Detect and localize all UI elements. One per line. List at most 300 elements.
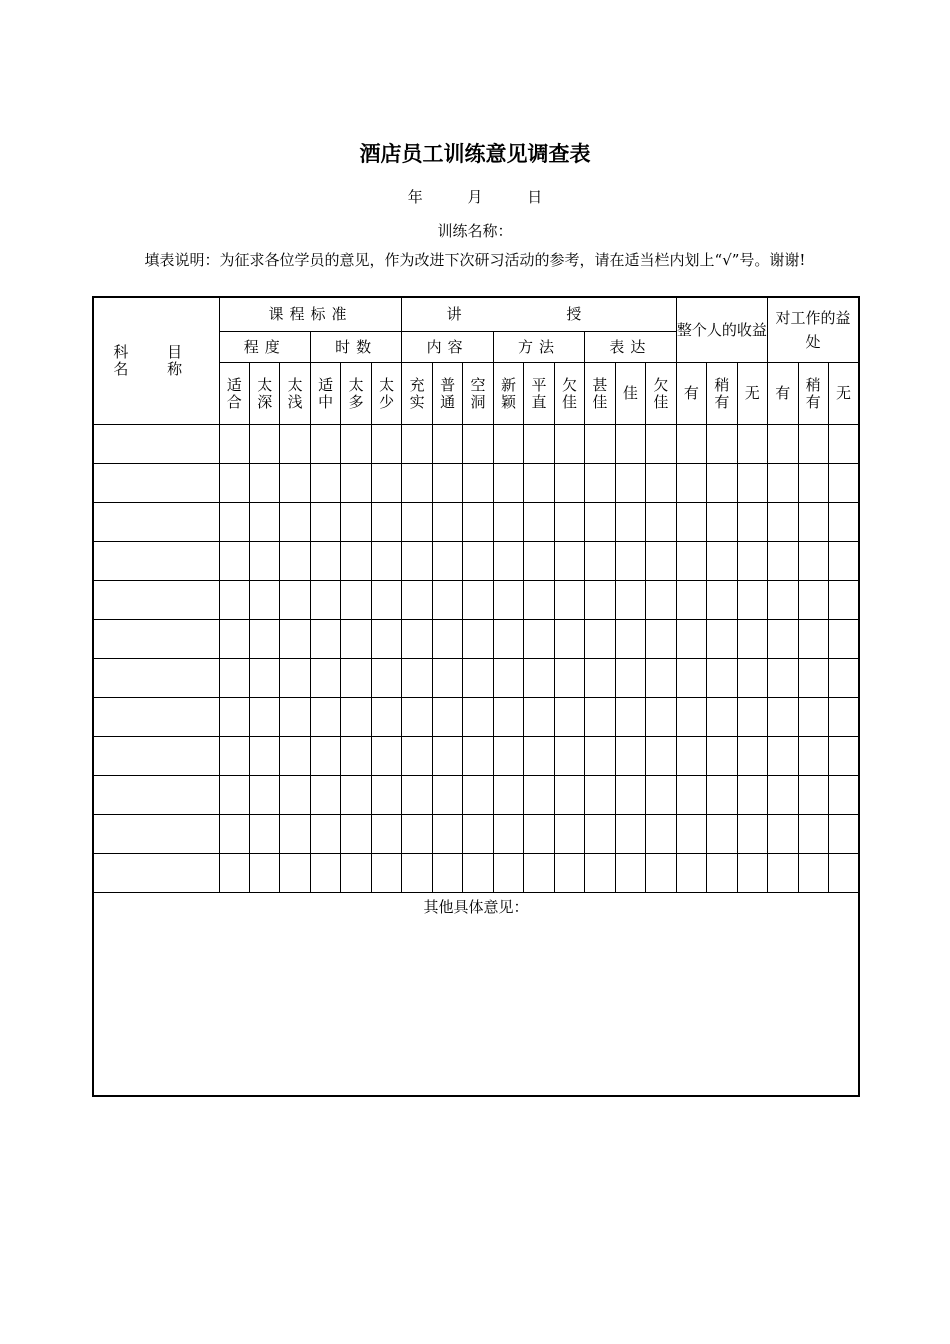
- rating-option-header: 无: [829, 363, 859, 425]
- rating-check-cell[interactable]: [219, 620, 249, 659]
- rating-check-cell[interactable]: [585, 425, 615, 464]
- rating-check-cell[interactable]: [554, 620, 584, 659]
- rating-check-cell[interactable]: [219, 581, 249, 620]
- rating-check-cell[interactable]: [829, 815, 859, 854]
- rating-check-cell[interactable]: [829, 425, 859, 464]
- rating-check-cell[interactable]: [676, 425, 706, 464]
- rating-check-cell[interactable]: [249, 425, 279, 464]
- rating-check-cell[interactable]: [432, 815, 462, 854]
- rating-check-cell[interactable]: [493, 698, 523, 737]
- rating-check-cell[interactable]: [646, 425, 676, 464]
- rating-check-cell[interactable]: [249, 659, 279, 698]
- rating-check-cell[interactable]: [371, 503, 402, 542]
- rating-check-cell[interactable]: [585, 503, 615, 542]
- rating-check-cell[interactable]: [737, 503, 768, 542]
- rating-check-cell[interactable]: [646, 659, 676, 698]
- rating-check-cell[interactable]: [463, 620, 493, 659]
- rating-check-cell[interactable]: [768, 659, 798, 698]
- rating-check-cell[interactable]: [829, 659, 859, 698]
- rating-check-cell[interactable]: [402, 815, 432, 854]
- rating-check-cell[interactable]: [646, 503, 676, 542]
- rating-check-cell[interactable]: [280, 737, 310, 776]
- rating-check-cell[interactable]: [646, 854, 676, 893]
- rating-check-cell[interactable]: [707, 659, 737, 698]
- rating-check-cell[interactable]: [310, 698, 340, 737]
- rating-check-cell[interactable]: [219, 776, 249, 815]
- rating-check-cell[interactable]: [585, 815, 615, 854]
- rating-check-cell[interactable]: [463, 698, 493, 737]
- rating-check-cell[interactable]: [371, 698, 402, 737]
- rating-check-cell[interactable]: [463, 737, 493, 776]
- rating-check-cell[interactable]: [280, 659, 310, 698]
- rating-check-cell[interactable]: [615, 776, 645, 815]
- rating-check-cell[interactable]: [737, 854, 768, 893]
- rating-check-cell[interactable]: [463, 425, 493, 464]
- rating-check-cell[interactable]: [554, 581, 584, 620]
- rating-check-cell[interactable]: [219, 425, 249, 464]
- rating-check-cell[interactable]: [341, 581, 371, 620]
- rating-check-cell[interactable]: [615, 542, 645, 581]
- rating-check-cell[interactable]: [646, 464, 676, 503]
- rating-check-cell[interactable]: [585, 464, 615, 503]
- personal-gain-header: 整个人的收益: [676, 297, 767, 363]
- subject-name-cell[interactable]: [93, 581, 219, 620]
- rating-check-cell[interactable]: [554, 659, 584, 698]
- rating-check-cell[interactable]: [219, 698, 249, 737]
- rating-check-cell[interactable]: [798, 503, 828, 542]
- rating-check-cell[interactable]: [829, 581, 859, 620]
- rating-check-cell[interactable]: [615, 698, 645, 737]
- rating-check-cell[interactable]: [341, 815, 371, 854]
- rating-check-cell[interactable]: [737, 542, 768, 581]
- rating-check-cell[interactable]: [219, 542, 249, 581]
- rating-check-cell[interactable]: [524, 659, 554, 698]
- rating-check-cell[interactable]: [249, 815, 279, 854]
- rating-check-cell[interactable]: [768, 815, 798, 854]
- rating-check-cell[interactable]: [707, 854, 737, 893]
- rating-check-cell[interactable]: [737, 698, 768, 737]
- subject-name-cell[interactable]: [93, 464, 219, 503]
- rating-option-header: 空洞: [463, 363, 493, 425]
- rating-check-cell[interactable]: [493, 503, 523, 542]
- rating-option-header: 新颖: [493, 363, 523, 425]
- rating-check-cell[interactable]: [341, 659, 371, 698]
- rating-check-cell[interactable]: [829, 854, 859, 893]
- rating-check-cell[interactable]: [524, 815, 554, 854]
- rating-check-cell[interactable]: [829, 737, 859, 776]
- rating-check-cell[interactable]: [371, 542, 402, 581]
- work-benefit-header: 对工作的益处: [768, 297, 859, 363]
- rating-check-cell[interactable]: [524, 698, 554, 737]
- rating-check-cell[interactable]: [493, 776, 523, 815]
- rating-check-cell[interactable]: [768, 464, 798, 503]
- rating-check-cell[interactable]: [615, 581, 645, 620]
- subject-name-cell[interactable]: [93, 659, 219, 698]
- rating-check-cell[interactable]: [310, 737, 340, 776]
- rating-check-cell[interactable]: [737, 776, 768, 815]
- rating-check-cell[interactable]: [676, 659, 706, 698]
- rating-check-cell[interactable]: [432, 542, 462, 581]
- rating-check-cell[interactable]: [402, 464, 432, 503]
- date-line: [0, 186, 950, 207]
- rating-check-cell[interactable]: [249, 620, 279, 659]
- rating-check-cell[interactable]: [219, 815, 249, 854]
- rating-check-cell[interactable]: [493, 815, 523, 854]
- rating-check-cell[interactable]: [280, 776, 310, 815]
- rating-check-cell[interactable]: [402, 620, 432, 659]
- rating-check-cell[interactable]: [676, 776, 706, 815]
- rating-check-cell[interactable]: [615, 737, 645, 776]
- rating-check-cell[interactable]: [524, 737, 554, 776]
- rating-option-header: 有: [768, 363, 798, 425]
- rating-check-cell[interactable]: [737, 581, 768, 620]
- expression-header: 表达: [585, 332, 676, 363]
- rating-check-cell[interactable]: [371, 464, 402, 503]
- rating-check-cell[interactable]: [341, 776, 371, 815]
- rating-check-cell[interactable]: [768, 698, 798, 737]
- rating-check-cell[interactable]: [768, 737, 798, 776]
- rating-check-cell[interactable]: [676, 854, 706, 893]
- subject-name-cell[interactable]: [93, 425, 219, 464]
- rating-check-cell[interactable]: [676, 542, 706, 581]
- rating-check-cell[interactable]: [829, 464, 859, 503]
- rating-check-cell[interactable]: [341, 503, 371, 542]
- rating-check-cell[interactable]: [402, 659, 432, 698]
- rating-check-cell[interactable]: [341, 464, 371, 503]
- rating-check-cell[interactable]: [341, 698, 371, 737]
- rating-check-cell[interactable]: [524, 620, 554, 659]
- rating-check-cell[interactable]: [615, 620, 645, 659]
- rating-check-cell[interactable]: [280, 425, 310, 464]
- rating-check-cell[interactable]: [798, 737, 828, 776]
- rating-check-cell[interactable]: [829, 776, 859, 815]
- rating-check-cell[interactable]: [676, 503, 706, 542]
- rating-check-cell[interactable]: [646, 542, 676, 581]
- rating-check-cell[interactable]: [432, 698, 462, 737]
- rating-check-cell[interactable]: [798, 659, 828, 698]
- rating-check-cell[interactable]: [707, 620, 737, 659]
- rating-check-cell[interactable]: [493, 425, 523, 464]
- rating-check-cell[interactable]: [768, 854, 798, 893]
- rating-check-cell[interactable]: [432, 581, 462, 620]
- rating-check-cell[interactable]: [402, 581, 432, 620]
- rating-check-cell[interactable]: [646, 737, 676, 776]
- rating-check-cell[interactable]: [585, 776, 615, 815]
- rating-check-cell[interactable]: [463, 542, 493, 581]
- rating-check-cell[interactable]: [219, 854, 249, 893]
- rating-check-cell[interactable]: [707, 737, 737, 776]
- rating-option-header: 无: [737, 363, 768, 425]
- rating-check-cell[interactable]: [524, 854, 554, 893]
- rating-check-cell[interactable]: [798, 620, 828, 659]
- rating-check-cell[interactable]: [280, 503, 310, 542]
- rating-check-cell[interactable]: [463, 659, 493, 698]
- rating-check-cell[interactable]: [402, 425, 432, 464]
- rating-check-cell[interactable]: [310, 776, 340, 815]
- rating-check-cell[interactable]: [615, 503, 645, 542]
- rating-check-cell[interactable]: [646, 698, 676, 737]
- rating-check-cell[interactable]: [768, 542, 798, 581]
- rating-check-cell[interactable]: [310, 425, 340, 464]
- rating-check-cell[interactable]: [432, 464, 462, 503]
- rating-check-cell[interactable]: [737, 464, 768, 503]
- rating-check-cell[interactable]: [646, 776, 676, 815]
- rating-check-cell[interactable]: [524, 542, 554, 581]
- rating-check-cell[interactable]: [798, 464, 828, 503]
- content-header: 内容: [402, 332, 493, 363]
- rating-check-cell[interactable]: [432, 776, 462, 815]
- rating-check-cell[interactable]: [341, 425, 371, 464]
- rating-option-header: 普通: [432, 363, 462, 425]
- rating-check-cell[interactable]: [249, 854, 279, 893]
- rating-check-cell[interactable]: [463, 503, 493, 542]
- table-row: [93, 776, 859, 815]
- subject-name-cell[interactable]: [93, 815, 219, 854]
- rating-check-cell[interactable]: [554, 464, 584, 503]
- rating-check-cell[interactable]: [280, 620, 310, 659]
- rating-check-cell[interactable]: [371, 854, 402, 893]
- rating-check-cell[interactable]: [280, 542, 310, 581]
- rating-check-cell[interactable]: [554, 542, 584, 581]
- rating-check-cell[interactable]: [798, 698, 828, 737]
- subject-name-cell[interactable]: [93, 698, 219, 737]
- rating-check-cell[interactable]: [371, 776, 402, 815]
- rating-check-cell[interactable]: [341, 542, 371, 581]
- rating-check-cell[interactable]: [249, 581, 279, 620]
- rating-check-cell[interactable]: [371, 620, 402, 659]
- rating-check-cell[interactable]: [737, 620, 768, 659]
- rating-check-cell[interactable]: [493, 620, 523, 659]
- rating-check-cell[interactable]: [371, 737, 402, 776]
- rating-check-cell[interactable]: [432, 659, 462, 698]
- rating-check-cell[interactable]: [280, 854, 310, 893]
- rating-check-cell[interactable]: [280, 815, 310, 854]
- rating-check-cell[interactable]: [676, 698, 706, 737]
- rating-check-cell[interactable]: [219, 737, 249, 776]
- rating-check-cell[interactable]: [310, 581, 340, 620]
- rating-check-cell[interactable]: [402, 503, 432, 542]
- rating-check-cell[interactable]: [585, 737, 615, 776]
- rating-check-cell[interactable]: [371, 581, 402, 620]
- rating-check-cell[interactable]: [615, 854, 645, 893]
- rating-check-cell[interactable]: [463, 815, 493, 854]
- rating-option-header: 太少: [371, 363, 402, 425]
- table-row: [93, 620, 859, 659]
- rating-check-cell[interactable]: [585, 698, 615, 737]
- rating-check-cell[interactable]: [310, 503, 340, 542]
- rating-check-cell[interactable]: [554, 815, 584, 854]
- rating-check-cell[interactable]: [768, 503, 798, 542]
- rating-option-header: 佳: [615, 363, 645, 425]
- rating-check-cell[interactable]: [341, 854, 371, 893]
- rating-check-cell[interactable]: [402, 542, 432, 581]
- rating-check-cell[interactable]: [341, 737, 371, 776]
- rating-check-cell[interactable]: [310, 815, 340, 854]
- rating-check-cell[interactable]: [798, 581, 828, 620]
- rating-check-cell[interactable]: [554, 737, 584, 776]
- rating-check-cell[interactable]: [646, 581, 676, 620]
- rating-check-cell[interactable]: [402, 698, 432, 737]
- rating-check-cell[interactable]: [646, 620, 676, 659]
- rating-check-cell[interactable]: [737, 659, 768, 698]
- rating-check-cell[interactable]: [280, 464, 310, 503]
- lecture-header: 讲 授: [402, 297, 676, 332]
- rating-check-cell[interactable]: [402, 737, 432, 776]
- rating-check-cell[interactable]: [310, 464, 340, 503]
- page-title: 酒店员工训练意见调查表: [359, 142, 591, 166]
- method-header: 方法: [493, 332, 584, 363]
- rating-check-cell[interactable]: [798, 776, 828, 815]
- rating-check-cell[interactable]: [676, 581, 706, 620]
- rating-check-cell[interactable]: [432, 503, 462, 542]
- rating-option-header: 适合: [219, 363, 249, 425]
- rating-check-cell[interactable]: [829, 542, 859, 581]
- rating-check-cell[interactable]: [554, 698, 584, 737]
- rating-option-header: 欠佳: [554, 363, 584, 425]
- rating-check-cell[interactable]: [249, 542, 279, 581]
- table-row: [93, 542, 859, 581]
- rating-check-cell[interactable]: [493, 464, 523, 503]
- table-row: [93, 737, 859, 776]
- rating-check-cell[interactable]: [310, 854, 340, 893]
- rating-check-cell[interactable]: [585, 659, 615, 698]
- rating-check-cell[interactable]: [219, 503, 249, 542]
- rating-check-cell[interactable]: [737, 425, 768, 464]
- table-row: [93, 464, 859, 503]
- rating-check-cell[interactable]: [432, 737, 462, 776]
- rating-check-cell[interactable]: [432, 620, 462, 659]
- rating-check-cell[interactable]: [646, 815, 676, 854]
- rating-check-cell[interactable]: [829, 503, 859, 542]
- rating-check-cell[interactable]: [615, 425, 645, 464]
- rating-check-cell[interactable]: [402, 776, 432, 815]
- rating-check-cell[interactable]: [585, 542, 615, 581]
- rating-check-cell[interactable]: [798, 854, 828, 893]
- rating-check-cell[interactable]: [707, 464, 737, 503]
- rating-check-cell[interactable]: [371, 815, 402, 854]
- rating-check-cell[interactable]: [676, 464, 706, 503]
- subject-name-cell[interactable]: [93, 737, 219, 776]
- rating-check-cell[interactable]: [219, 464, 249, 503]
- rating-check-cell[interactable]: [768, 425, 798, 464]
- rating-check-cell[interactable]: [493, 659, 523, 698]
- rating-check-cell[interactable]: [707, 776, 737, 815]
- rating-check-cell[interactable]: [707, 542, 737, 581]
- subject-name-cell[interactable]: [93, 854, 219, 893]
- rating-check-cell[interactable]: [493, 581, 523, 620]
- rating-check-cell[interactable]: [249, 776, 279, 815]
- rating-check-cell[interactable]: [585, 854, 615, 893]
- rating-option-header: 适中: [310, 363, 340, 425]
- rating-check-cell[interactable]: [707, 815, 737, 854]
- rating-check-cell[interactable]: [493, 854, 523, 893]
- rating-check-cell[interactable]: [615, 815, 645, 854]
- subject-name-cell[interactable]: [93, 503, 219, 542]
- rating-check-cell[interactable]: [524, 464, 554, 503]
- rating-check-cell[interactable]: [554, 503, 584, 542]
- rating-check-cell[interactable]: [554, 776, 584, 815]
- rating-check-cell[interactable]: [737, 737, 768, 776]
- rating-check-cell[interactable]: [707, 581, 737, 620]
- rating-check-cell[interactable]: [768, 776, 798, 815]
- rating-check-cell[interactable]: [768, 581, 798, 620]
- rating-check-cell[interactable]: [493, 737, 523, 776]
- rating-check-cell[interactable]: [219, 659, 249, 698]
- rating-check-cell[interactable]: [371, 425, 402, 464]
- rating-check-cell[interactable]: [707, 698, 737, 737]
- rating-check-cell[interactable]: [310, 542, 340, 581]
- rating-check-cell[interactable]: [737, 815, 768, 854]
- rating-check-cell[interactable]: [524, 503, 554, 542]
- other-opinions-area[interactable]: [93, 893, 859, 1097]
- rating-check-cell[interactable]: [432, 425, 462, 464]
- rating-check-cell[interactable]: [371, 659, 402, 698]
- rating-check-cell[interactable]: [249, 698, 279, 737]
- rating-check-cell[interactable]: [585, 581, 615, 620]
- rating-check-cell[interactable]: [310, 620, 340, 659]
- rating-check-cell[interactable]: [798, 815, 828, 854]
- table-row: [93, 698, 859, 737]
- rating-check-cell[interactable]: [676, 815, 706, 854]
- other-opinions-label: 其他具体意见：: [423, 898, 529, 916]
- rating-check-cell[interactable]: [829, 620, 859, 659]
- rating-check-cell[interactable]: [463, 776, 493, 815]
- rating-check-cell[interactable]: [463, 464, 493, 503]
- rating-check-cell[interactable]: [676, 620, 706, 659]
- rating-check-cell[interactable]: [615, 464, 645, 503]
- table-row: [93, 815, 859, 854]
- rating-check-cell[interactable]: [249, 503, 279, 542]
- rating-check-cell[interactable]: [829, 698, 859, 737]
- rating-check-cell[interactable]: [707, 503, 737, 542]
- rating-check-cell[interactable]: [554, 425, 584, 464]
- rating-option-header: 甚佳: [585, 363, 615, 425]
- level-header: 程度: [219, 332, 310, 363]
- subject-name-cell[interactable]: [93, 542, 219, 581]
- rating-check-cell[interactable]: [615, 659, 645, 698]
- rating-check-cell[interactable]: [402, 854, 432, 893]
- rating-check-cell[interactable]: [432, 854, 462, 893]
- instructions: 填表说明：为征求各位学员的意见，作为改进下次研习活动的参考，请在适当栏内划上“√”号。谢谢!: [144, 251, 806, 269]
- rating-check-cell[interactable]: [798, 425, 828, 464]
- rating-check-cell[interactable]: [707, 425, 737, 464]
- rating-option-header: 太多: [341, 363, 371, 425]
- rating-check-cell[interactable]: [524, 581, 554, 620]
- rating-check-cell[interactable]: [463, 854, 493, 893]
- rating-check-cell[interactable]: [554, 854, 584, 893]
- rating-check-cell[interactable]: [249, 737, 279, 776]
- rating-check-cell[interactable]: [463, 581, 493, 620]
- subject-name-cell[interactable]: [93, 776, 219, 815]
- date-day: 日: [527, 188, 543, 206]
- rating-option-header: 稍有: [707, 363, 737, 425]
- rating-option-header: 充实: [402, 363, 432, 425]
- rating-check-cell[interactable]: [524, 776, 554, 815]
- rating-check-cell[interactable]: [524, 425, 554, 464]
- rating-check-cell[interactable]: [493, 542, 523, 581]
- subject-name-cell[interactable]: [93, 620, 219, 659]
- rating-check-cell[interactable]: [341, 620, 371, 659]
- rating-check-cell[interactable]: [585, 620, 615, 659]
- rating-check-cell[interactable]: [310, 659, 340, 698]
- rating-option-header: 平直: [524, 363, 554, 425]
- rating-check-cell[interactable]: [280, 581, 310, 620]
- rating-check-cell[interactable]: [676, 737, 706, 776]
- rating-check-cell[interactable]: [798, 542, 828, 581]
- rating-check-cell[interactable]: [768, 620, 798, 659]
- rating-check-cell[interactable]: [249, 464, 279, 503]
- rating-check-cell[interactable]: [280, 698, 310, 737]
